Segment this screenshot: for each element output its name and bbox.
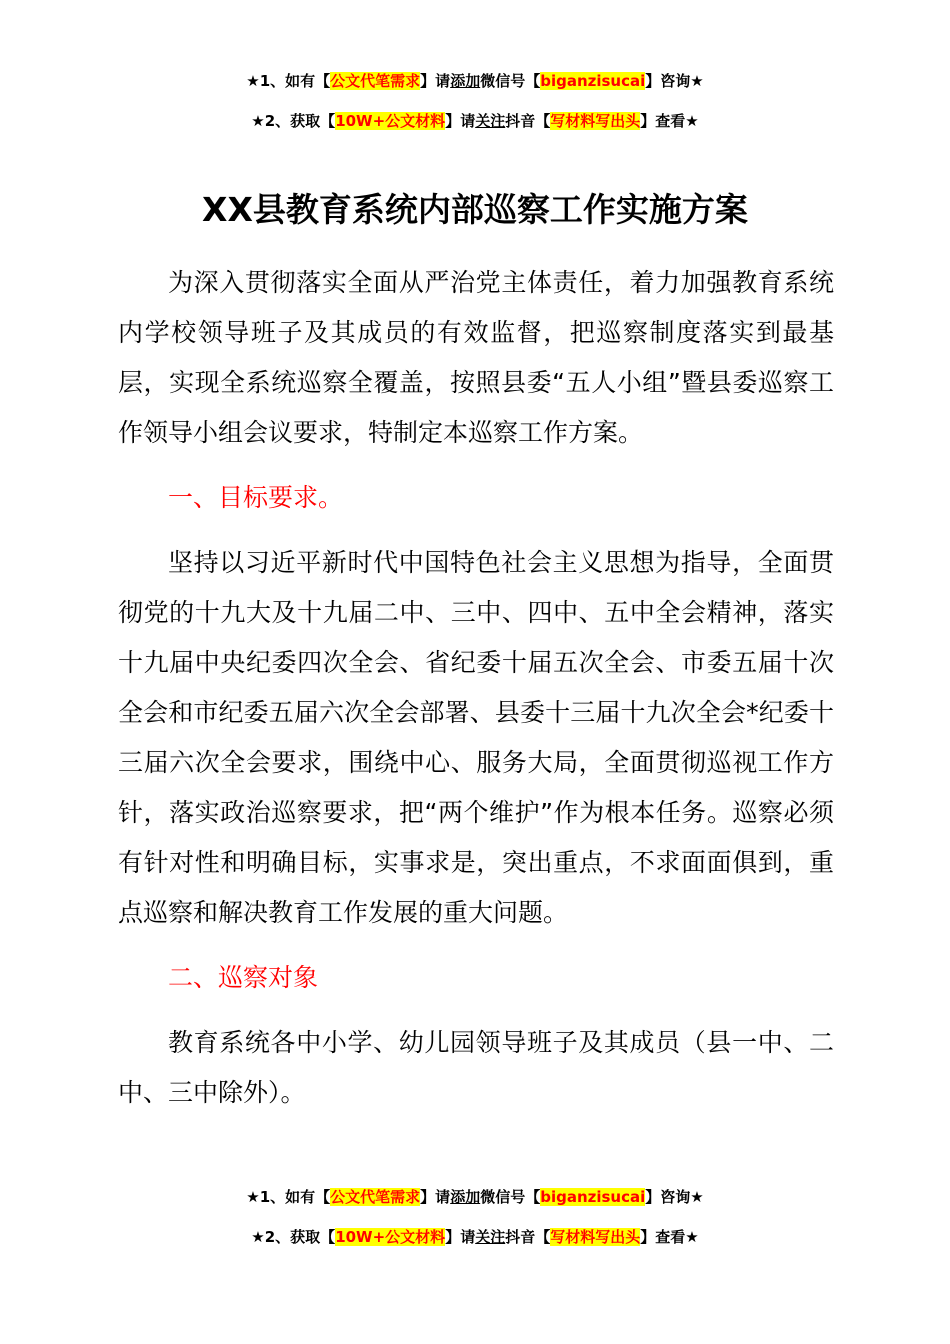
highlight-douyin-id: 写材料写出头 xyxy=(550,112,641,130)
banner-text: ★2、获取【 xyxy=(251,1228,336,1246)
banner-underlined-text: 添加 xyxy=(450,1188,481,1206)
banner-text: 抖音【 xyxy=(505,112,551,130)
banner-text: 】查看★ xyxy=(640,1228,699,1246)
bottom-banner-line-1 xyxy=(0,1186,950,1208)
highlight-wechat-id: biganzisucai xyxy=(540,72,646,90)
banner-underlined-text: 关注 xyxy=(475,1228,506,1246)
top-banner-line-2 xyxy=(0,110,950,132)
banner-text: 】请 xyxy=(445,1228,476,1246)
highlight-wechat-id: biganzisucai xyxy=(540,1188,646,1206)
banner-text: 微信号【 xyxy=(480,72,541,90)
section-1-heading: 一、目标要求。 xyxy=(168,483,344,512)
banner-underlined-text: 添加 xyxy=(450,72,481,90)
section-1-paragraph: 坚持以习近平新时代中国特色社会主义思想为指导，全面贯彻党的十九大及十九届二中、三中、四中、五中全会精神，落实十九届中央纪委四次全会、省纪委十届五次全会、市委五届十次全会和市纪委五届六次全会部署、县委十三届十九次全会*纪委十三届六次全会要求，围绕中心、服务大局，全面贯彻巡视工作方针，落实政治巡察要求，把“两个维护”作为根本任务。巡察必须有针对性和明确目标，实事求是，突出重点，不求面面俱到，重点巡察和解决教育工作发展的重大问题。 xyxy=(118,548,834,927)
banner-text: ★1、如有【 xyxy=(246,72,331,90)
banner-text: 】咨询★ xyxy=(645,72,704,90)
highlight-service: 公文代笔需求 xyxy=(330,1188,421,1206)
highlight-service: 公文代笔需求 xyxy=(330,72,421,90)
banner-text: 抖音【 xyxy=(505,1228,551,1246)
banner-text: 】查看★ xyxy=(640,112,699,130)
banner-text: ★1、如有【 xyxy=(246,1188,331,1206)
highlight-materials: 10W+公文材料 xyxy=(335,1228,446,1246)
section-2-paragraph: 教育系统各中小学、幼儿园领导班子及其成员（县一中、二中、三中除外）。 xyxy=(118,1028,834,1107)
section-2-heading: 二、巡察对象 xyxy=(168,963,319,992)
intro-paragraph: 为深入贯彻落实全面从严治党主体责任，着力加强教育系统内学校领导班子及其成员的有效监督，把巡察制度落实到最基层，实现全系统巡察全覆盖，按照县委“五人小组”暨县委巡察工作领导小组会议要求，特制定本巡察工作方案。 xyxy=(118,268,834,447)
banner-text: 微信号【 xyxy=(480,1188,541,1206)
banner-text: 】咨询★ xyxy=(645,1188,704,1206)
top-banner-line-1 xyxy=(0,70,950,92)
banner-text: ★2、获取【 xyxy=(251,112,336,130)
highlight-douyin-id: 写材料写出头 xyxy=(550,1228,641,1246)
highlight-materials: 10W+公文材料 xyxy=(335,112,446,130)
banner-text: 】请 xyxy=(420,1188,451,1206)
document-title: XX县教育系统内部巡察工作实施方案 xyxy=(202,190,748,229)
banner-text: 】请 xyxy=(445,112,476,130)
banner-text: 】请 xyxy=(420,72,451,90)
banner-underlined-text: 关注 xyxy=(475,112,506,130)
bottom-banner-line-2 xyxy=(0,1226,950,1248)
